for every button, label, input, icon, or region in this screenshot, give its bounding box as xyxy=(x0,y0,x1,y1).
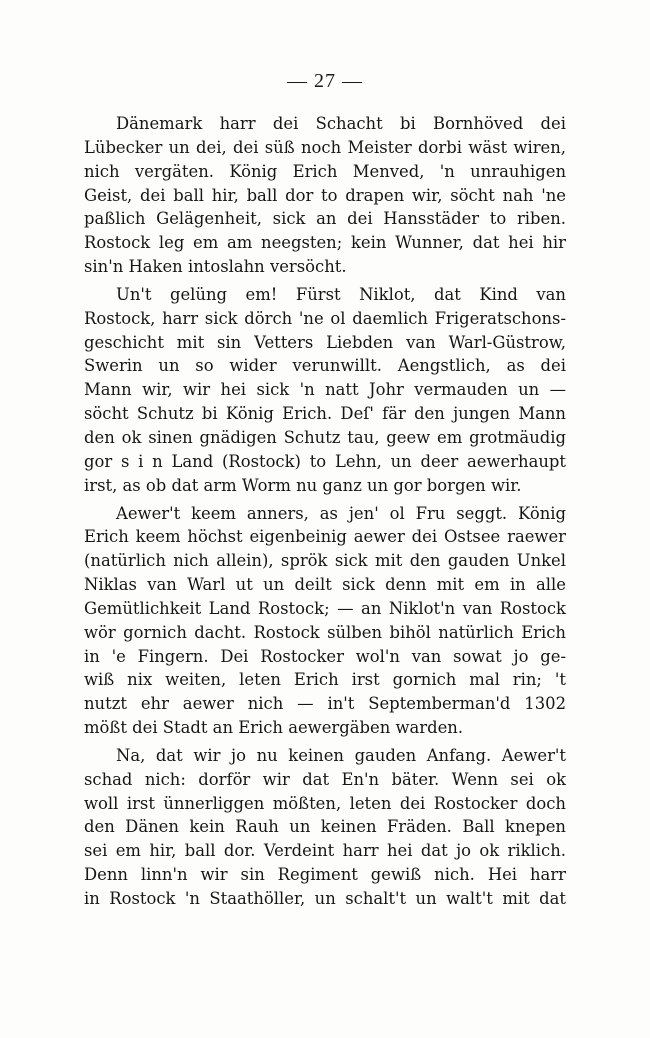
text-line: in 'e Fingern. Dei Rostocker wol'n van sowat jo ge- xyxy=(84,646,566,666)
text-line: Aewer't keem anners, as jen' ol Fru seggt. König xyxy=(116,503,566,523)
text-line: Na, dat wir jo nu keinen gauden Anfang. Aewer't xyxy=(116,745,566,765)
text-line: Mann wir, wir hei sick 'n natt Johr vermauden un — xyxy=(84,380,566,400)
text-line: Niklas van Warl ut un deilt sick denn mit em in alle xyxy=(84,575,566,595)
text-line: nutzt ehr aewer nich — in't Septemberman'd 1302 xyxy=(84,694,566,714)
text-line: Geist, dei ball hir, ball dor to drapen wir, söcht nah 'ne xyxy=(84,185,566,205)
text-line: Un't gelüng em! Fürst Niklot, dat Kind van xyxy=(116,284,566,304)
body-text xyxy=(84,112,566,911)
text-line: nich vergäten. König Erich Menved, 'n unrauhigen xyxy=(84,161,566,181)
text-line: wiß nix weiten, leten Erich irst gornich mal rin; 't xyxy=(84,670,566,690)
text-line: Denn linn'n wir sin Regiment gewiß nich. Hei harr xyxy=(84,865,566,885)
text-line: woll irst ünnerliggen mößten, leten dei Rostocker doch xyxy=(84,793,566,813)
text-line: irst, as ob dat arm Worm nu ganz un gor borgen wir. xyxy=(84,475,522,495)
text-line: Rostock, harr sick dörch 'ne ol daemlich Frigeratschons- xyxy=(84,308,566,328)
text-line: schad nich: dorför wir dat En'n bäter. Wenn sei ok xyxy=(84,769,566,789)
text-line: söcht Schutz bi König Erich. Deſ' fär den jungen Mann xyxy=(84,404,566,424)
text-line: mößt dei Stadt an Erich aewergäben warden. xyxy=(84,718,464,738)
text-line: Rostock leg em am neegsten; kein Wunner, dat hei hir xyxy=(84,233,566,253)
text-line: wör gornich dacht. Rostock sülben bihöl natürlich Erich xyxy=(84,622,566,642)
paragraph-2 xyxy=(84,283,566,498)
text-line: Gemütlichkeit Land Rostock; — an Niklot'n van Rostock xyxy=(84,598,566,618)
paragraph-1 xyxy=(84,112,566,279)
text-line: (natürlich nich allein), sprök sick mit den gauden Unkel xyxy=(84,551,566,571)
paragraph-3 xyxy=(84,502,566,740)
text-line: geschicht mit sin Vetters Liebden van Warl-Güstrow, xyxy=(84,332,566,352)
paragraph-4 xyxy=(84,744,566,911)
text-line: den ok sinen gnädigen Schutz tau, geew em grotmäudig xyxy=(84,427,566,447)
text-line: gor s i n Land (Rostock) to Lehn, un deer aewerhaupt xyxy=(84,451,566,471)
text-line: paßlich Gelägenheit, sick an dei Hansstäder to riben. xyxy=(84,209,566,229)
text-line: Lübecker un dei, dei süß noch Meister dorbi wäst wiren, xyxy=(84,137,566,157)
page-number: — 27 — xyxy=(287,70,363,92)
text-line: Dänemark harr dei Schacht bi Bornhöved dei xyxy=(116,114,566,133)
text-line: sin'n Haken intoslahn versöcht. xyxy=(84,257,347,277)
text-line: Swerin un so wider verunwillt. Aengstlich, as dei xyxy=(84,356,566,376)
text-line: in Rostock 'n Staathöller, un schalt't un walt't mit dat xyxy=(84,889,566,908)
text-line: sei em hir, ball dor. Verdeint harr hei dat jo ok riklich. xyxy=(84,841,566,861)
text-line: Erich keem höchst eigenbeinig aewer dei Ostsee raewer xyxy=(84,527,566,547)
text-line: den Dänen kein Rauh un keinen Fräden. Ball knepen xyxy=(84,817,566,837)
